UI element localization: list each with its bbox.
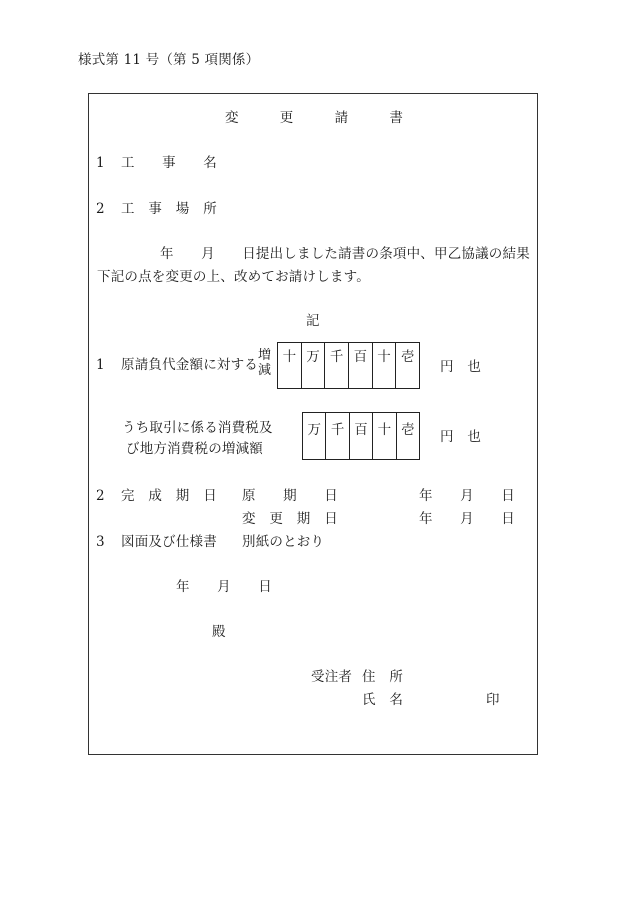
- statement-line-2: 下記の点を変更の上、改めてお請けします。: [97, 269, 370, 285]
- contractor-address-label: 住 所: [362, 669, 404, 685]
- digit-cell-ten-thousand-yen-tens: 十: [282, 349, 297, 365]
- original-date-label: 原 期 日: [242, 488, 338, 504]
- digit-cell-juu: 十: [372, 343, 396, 388]
- changed-date-label: 変 更 期 日: [242, 511, 338, 527]
- completion-date-number: 2: [96, 488, 105, 504]
- increase-mark: 増: [258, 348, 272, 363]
- issue-date: 年 月 日: [176, 579, 272, 595]
- digit-cell-juu: 十: [372, 413, 395, 459]
- digit-cell-hyaku: 百: [348, 343, 372, 388]
- drawings-label: 図面及び仕様書: [121, 534, 217, 550]
- amount-change-number: 1: [96, 357, 105, 373]
- amount-digit-boxes: [277, 342, 420, 389]
- amount-change-label: 原請負代金額に対する: [121, 357, 258, 373]
- ki-heading: 記: [306, 313, 320, 329]
- digit-cell-hyaku: 百: [349, 413, 372, 459]
- drawings-number: 3: [96, 534, 105, 550]
- statement-line-1: 年 月 日提出しました請書の条項中、甲乙協議の結果: [160, 246, 530, 262]
- amount-unit: 円 也: [440, 359, 482, 375]
- tax-unit: 円 也: [440, 429, 482, 445]
- seal-mark: 印: [486, 692, 500, 708]
- tax-digit-boxes: [302, 412, 420, 460]
- original-date-value: 年 月 日: [419, 488, 515, 504]
- digit-cell-man: 万: [301, 343, 325, 388]
- tax-change-label-line-1: うち取引に係る消費税及: [122, 420, 273, 436]
- work-site-number: 2: [96, 201, 105, 217]
- form-number: 様式第 11 号（第 5 項関係）: [78, 52, 260, 68]
- digit-cell-sen: 千: [324, 343, 348, 388]
- document-title: 変 更 請 書: [225, 110, 404, 126]
- digit-cell-ichi: 壱: [396, 413, 419, 459]
- digit-cell-sen: 千: [325, 413, 348, 459]
- drawings-value: 別紙のとおり: [242, 534, 325, 550]
- work-name-label: 工 事 名: [121, 155, 217, 171]
- contractor-role-label: 受注者: [311, 669, 353, 685]
- contractor-name-label: 氏 名: [362, 692, 404, 708]
- changed-date-value: 年 月 日: [419, 511, 515, 527]
- digit-cell-ichi: 壱: [395, 343, 419, 388]
- completion-date-label: 完 成 期 日: [121, 488, 217, 504]
- tax-change-label-line-2: び地方消費税の増減額: [126, 441, 263, 457]
- digit-cell-man: 万: [307, 422, 321, 438]
- decrease-mark: 減: [258, 363, 272, 378]
- work-site-label: 工 事 場 所: [121, 201, 217, 217]
- work-name-number: 1: [96, 155, 105, 171]
- addressee-honorific: 殿: [212, 624, 226, 640]
